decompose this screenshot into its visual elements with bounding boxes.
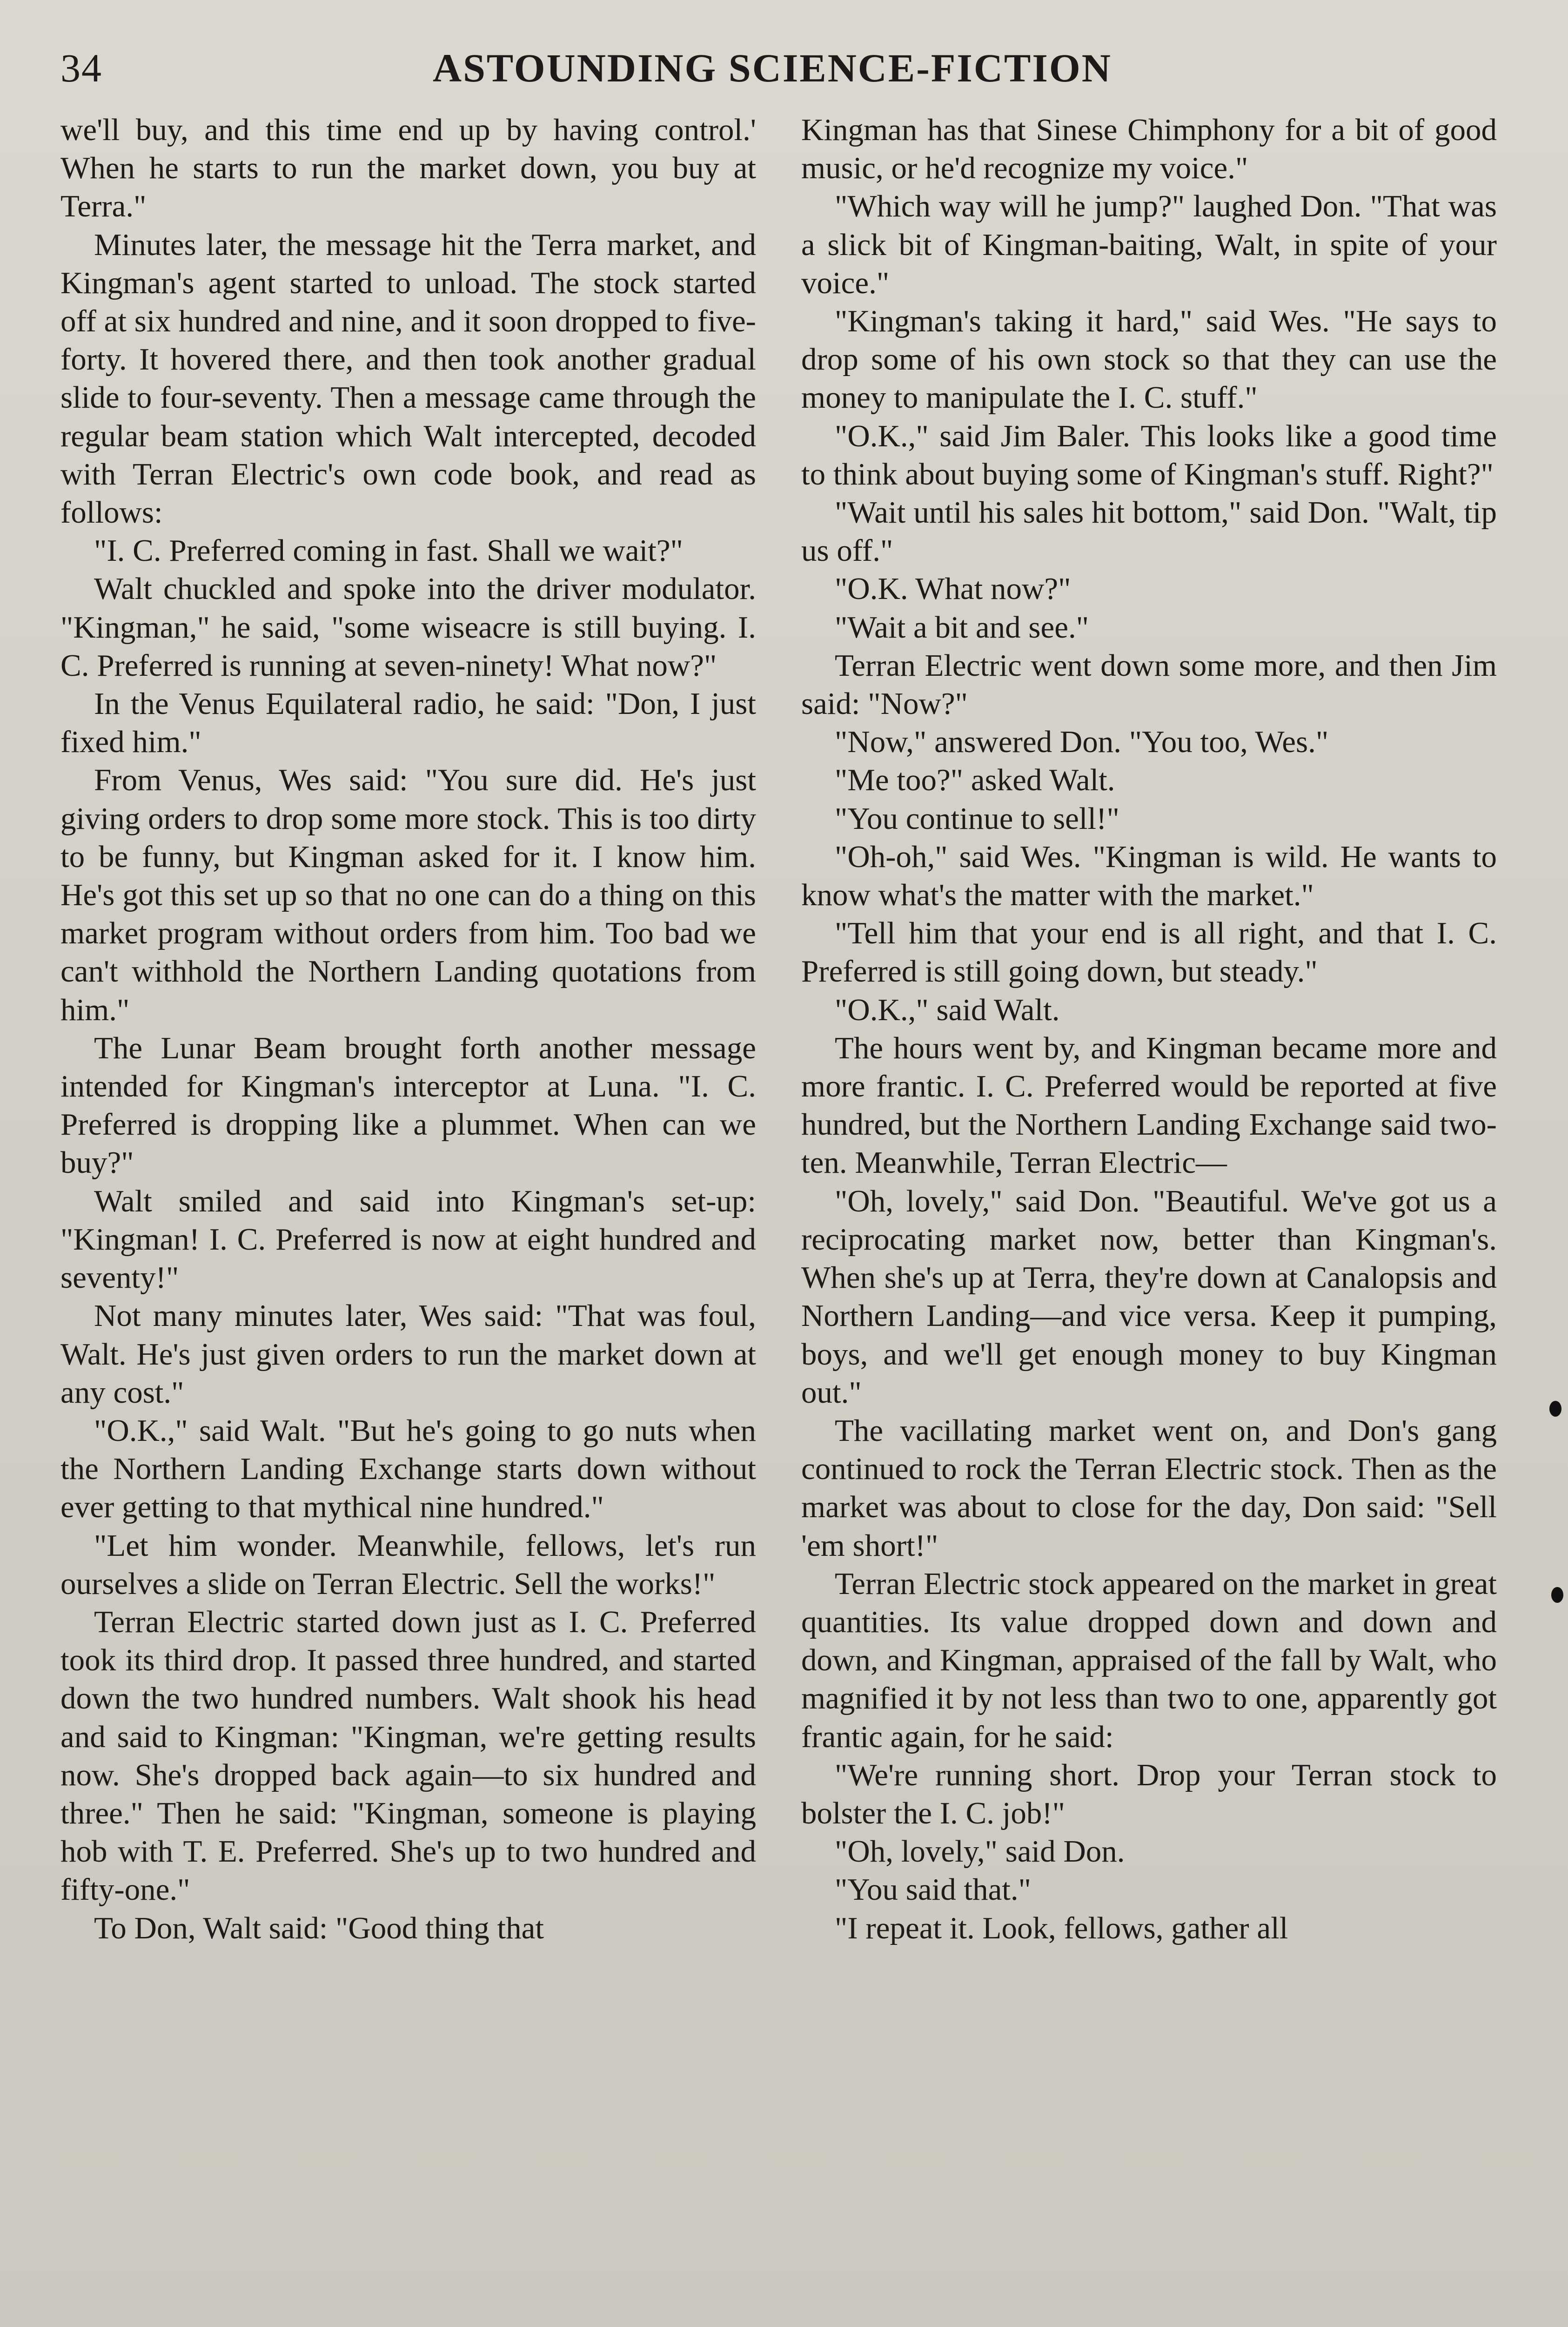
left-column bbox=[60, 111, 756, 1947]
paragraph: Terran Electric started down just as I. C. Preferred took its third drop. It passed three hundred, and started down the two hundred numbers. Walt shook his head and said to Kingman: "Kingman, we're getting results now. She's dropped back again—to six hundred and three." Then he said: "Kingman, someone is playing hob with T. E. Preferred. She's up to two hundred and fifty-one." bbox=[60, 1604, 756, 1907]
paragraph: To Don, Walt said: "Good thing that bbox=[94, 1910, 544, 1945]
paragraph: Not many minutes later, Wes said: "That was foul, Walt. He's just given orders to run the market down at any cost." bbox=[60, 1298, 756, 1410]
paragraph: Terran Electric stock appeared on the market in great quantities. Its value dropped down and down and down, and Kingman, appraised of the fall by Walt, who magnified it by not less than two to one, apparently got frantic again, for he said: bbox=[801, 1566, 1497, 1754]
ink-speck bbox=[1549, 1401, 1561, 1417]
running-head: ASTOUNDING SCIENCE-FICTION bbox=[433, 46, 1112, 90]
paragraph: The vacillating market went on, and Don's gang continued to rock the Terran Electric stock. Then as the market was about to close for the day, Don said: "Sell 'em short!" bbox=[801, 1413, 1497, 1563]
paragraph: "Kingman's taking it hard," said Wes. "He says to drop some of his own stock so that they can use the money to manipulate the I. C. stuff." bbox=[801, 304, 1497, 415]
paragraph: we'll buy, and this time end up by having control.' When he starts to run the market down, you buy at Terra." bbox=[60, 113, 756, 224]
paragraph: "O.K. What now?" bbox=[835, 572, 1071, 606]
paragraph: "O.K.," said Jim Baler. This looks like a good time to think about buying some of Kingman's stuff. Right?" bbox=[801, 418, 1497, 491]
page-header bbox=[60, 45, 1494, 105]
paragraph: "You continue to sell!" bbox=[835, 801, 1119, 836]
paragraph: "I. C. Preferred coming in fast. Shall we wait?" bbox=[94, 533, 683, 568]
paragraph: "Oh, lovely," said Don. "Beautiful. We've got us a reciprocating market now, better than Kingman's. When she's up at Terra, they're down at Canalopsis and Northern Landing—and vice versa. Keep it pumping, boys, and we'll get enough money to buy Kingman out." bbox=[801, 1184, 1497, 1410]
paragraph: From Venus, Wes said: "You sure did. He's just giving orders to drop some more stock. This is too dirty to be funny, but Kingman asked for it. I know him. He's got this set up so that no one can do a thing on this market program without orders from him. Too bad we can't withhold the Northern Landing quotations from him." bbox=[60, 763, 756, 1027]
ink-speck bbox=[1551, 1587, 1563, 1603]
paragraph: Minutes later, the message hit the Terra market, and Kingman's agent started to unload. The stock started off at six hundred and nine, and it soon dropped to five-forty. It hovered there, and then took another gradual slide to four-seventy. Then a message came through the regular beam station which Walt intercepted, decoded with Terran Electric's own code book, and read as follows: bbox=[60, 227, 756, 530]
page-number: 34 bbox=[60, 46, 102, 90]
paragraph: "I repeat it. Look, fellows, gather all bbox=[835, 1910, 1288, 1945]
paragraph: "Oh, lovely," said Don. bbox=[835, 1834, 1125, 1869]
paragraph: Terran Electric went down some more, and then Jim said: "Now?" bbox=[801, 648, 1497, 721]
paragraph: Walt chuckled and spoke into the driver modulator. "Kingman," he said, "some wiseacre is still buying. I. C. Preferred is running at seven-ninety! What now?" bbox=[60, 572, 756, 683]
paragraph: "O.K.," said Walt. bbox=[835, 992, 1060, 1027]
paragraph: "We're running short. Drop your Terran stock to bolster the I. C. job!" bbox=[801, 1757, 1497, 1830]
paragraph: "You said that." bbox=[835, 1872, 1032, 1907]
paragraph: "Which way will he jump?" laughed Don. "That was a slick bit of Kingman-baiting, Walt, in spite of your voice." bbox=[801, 189, 1497, 300]
paragraph: "Let him wonder. Meanwhile, fellows, let's run ourselves a slide on Terran Electric. Sell the works!" bbox=[60, 1528, 756, 1601]
paragraph: "Wait until his sales hit bottom," said Don. "Walt, tip us off." bbox=[801, 495, 1497, 568]
paragraph: "Oh-oh," said Wes. "Kingman is wild. He wants to know what's the matter with the market." bbox=[801, 839, 1497, 913]
paragraph: "O.K.," said Walt. "But he's going to go nuts when the Northern Landing Exchange starts down without ever getting to that mythical nine hundred." bbox=[60, 1413, 756, 1525]
paragraph: "Me too?" asked Walt. bbox=[835, 763, 1115, 798]
paragraph: "Wait a bit and see." bbox=[835, 610, 1089, 645]
right-column bbox=[801, 111, 1497, 1947]
paragraph: "Tell him that your end is all right, and that I. C. Preferred is still going down, but steady." bbox=[801, 916, 1497, 989]
paragraph: Walt smiled and said into Kingman's set-up: "Kingman! I. C. Preferred is now at eight hundred and seventy!" bbox=[60, 1184, 756, 1295]
paragraph: "Now," answered Don. "You too, Wes." bbox=[835, 725, 1329, 760]
paragraph: The hours went by, and Kingman became more and more frantic. I. C. Preferred would be reported at five hundred, but the Northern Landing Exchange said two-ten. Meanwhile, Terran Electric— bbox=[801, 1030, 1497, 1180]
paragraph: The Lunar Beam brought forth another message intended for Kingman's interceptor at Luna. "I. C. Preferred is dropping like a plummet. When can we buy?" bbox=[60, 1030, 756, 1180]
paragraph: Kingman has that Sinese Chimphony for a bit of good music, or he'd recognize my voice." bbox=[801, 113, 1497, 186]
paragraph: In the Venus Equilateral radio, he said: "Don, I just fixed him." bbox=[60, 686, 756, 760]
